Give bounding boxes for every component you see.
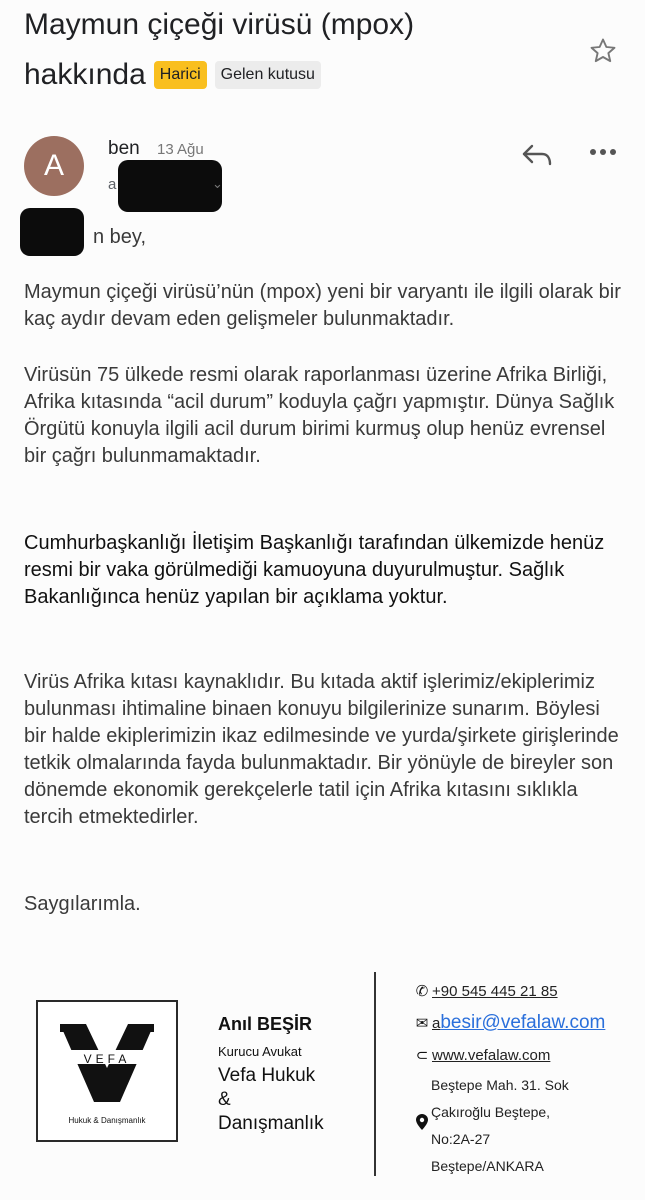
- logo-mark: [46, 1010, 168, 1132]
- firm-line-2: &: [218, 1089, 231, 1110]
- address-line-2: Çakıroğlu Beştepe,: [431, 1104, 551, 1120]
- address-line-3: No:2A-27: [431, 1131, 491, 1147]
- redaction-recipient: [118, 160, 222, 212]
- phone-icon: ✆: [415, 983, 429, 1000]
- logo-word: VEFA: [83, 1052, 131, 1066]
- closing: Saygılarımla.: [24, 893, 141, 915]
- contact-phone[interactable]: [414, 982, 558, 1000]
- email-link[interactable]: besir@vefalaw.com: [440, 1012, 606, 1033]
- sender-avatar[interactable]: A: [24, 136, 84, 196]
- more-icon[interactable]: [588, 146, 618, 158]
- redaction-name: [20, 208, 84, 256]
- email-prefix[interactable]: a: [432, 1015, 441, 1032]
- subject-line-1: Maymun çiçeği virüsü (mpox): [24, 8, 415, 41]
- link-icon: ⊂: [415, 1047, 429, 1064]
- contact-email[interactable]: [414, 1012, 605, 1034]
- email-date: 13 Ağu: [157, 141, 204, 158]
- signature-role: Kurucu Avukat: [218, 1044, 302, 1059]
- mail-icon: ✉: [415, 1015, 429, 1032]
- company-logo: [36, 1000, 178, 1142]
- star-icon[interactable]: [588, 36, 618, 66]
- address: [431, 1072, 569, 1180]
- address-line-1: Beştepe Mah. 31. Sok: [431, 1077, 569, 1093]
- chevron-down-icon[interactable]: ⌄: [212, 176, 223, 191]
- sender-name[interactable]: ben: [108, 138, 140, 159]
- contact-location: [414, 1114, 432, 1134]
- email-subject: [24, 0, 584, 100]
- firm-line-3: Danışmanlık: [218, 1113, 324, 1134]
- paragraph-1: Maymun çiçeği virüsü’nün (mpox) yeni bir varyantı ile ilgili olarak bir kaç aydır devam eden gelişmeler bulunmaktadır.: [24, 281, 621, 330]
- paragraph-4: Virüs Afrika kıtası kaynaklıdır. Bu kıtada aktif işlerimiz/ekiplerimiz bulunması ihtimaline binaen konuyu bilgilerinize sunarım. Böylesi bir halde ekiplerimizin ikaz edilmesinde ve yurda/şirkete girişlerinde tetkik olmalarında fayda bulunmaktadır. Bir yönüyle de bireyler son dönemde ekonomik gerekçelerle tatil için Afrika kıtasını sıklıkla tercih etmektedirler.: [24, 671, 619, 828]
- label-inbox[interactable]: Gelen kutusu: [215, 61, 321, 89]
- signature-name: Anıl BEŞİR: [218, 1014, 313, 1034]
- signature-divider: [374, 972, 376, 1176]
- location-icon: [414, 1114, 430, 1134]
- recipient-prefix: a: [108, 176, 117, 193]
- signature-firm: [218, 1064, 358, 1136]
- website-link[interactable]: www.vefalaw.com: [432, 1047, 551, 1064]
- firm-line-1: Vefa Hukuk: [218, 1065, 316, 1086]
- subject-line-2: hakkında: [24, 58, 146, 91]
- label-external[interactable]: Harici: [154, 61, 207, 89]
- greeting: n bey,: [93, 226, 146, 248]
- paragraph-3: Cumhurbaşkanlığı İletişim Başkanlığı tarafından ülkemizde henüz resmi bir vaka görülmediği kamuoyuna duyurulmuştur. Sağlık Bakanlığınca henüz yapılan bir açıklama yoktur.: [24, 532, 605, 608]
- phone-number[interactable]: +90 545 445 21 85: [432, 983, 558, 1000]
- contact-website[interactable]: [414, 1046, 550, 1064]
- paragraph-2: Virüsün 75 ülkede resmi olarak raporlanması üzerine Afrika Birliği, Afrika kıtasında “acil durum” koduyla çağrı yapmıştır. Dünya Sağlık Örgütü konuyla ilgili acil durum birimi kurmuş olup henüz evrensel bir çağrı bulunmamaktadır.: [24, 364, 615, 467]
- reply-icon[interactable]: [520, 142, 554, 168]
- logo-subtitle: Hukuk & Danışmanlık: [68, 1116, 146, 1125]
- address-line-4: Beştepe/ANKARA: [431, 1158, 544, 1174]
